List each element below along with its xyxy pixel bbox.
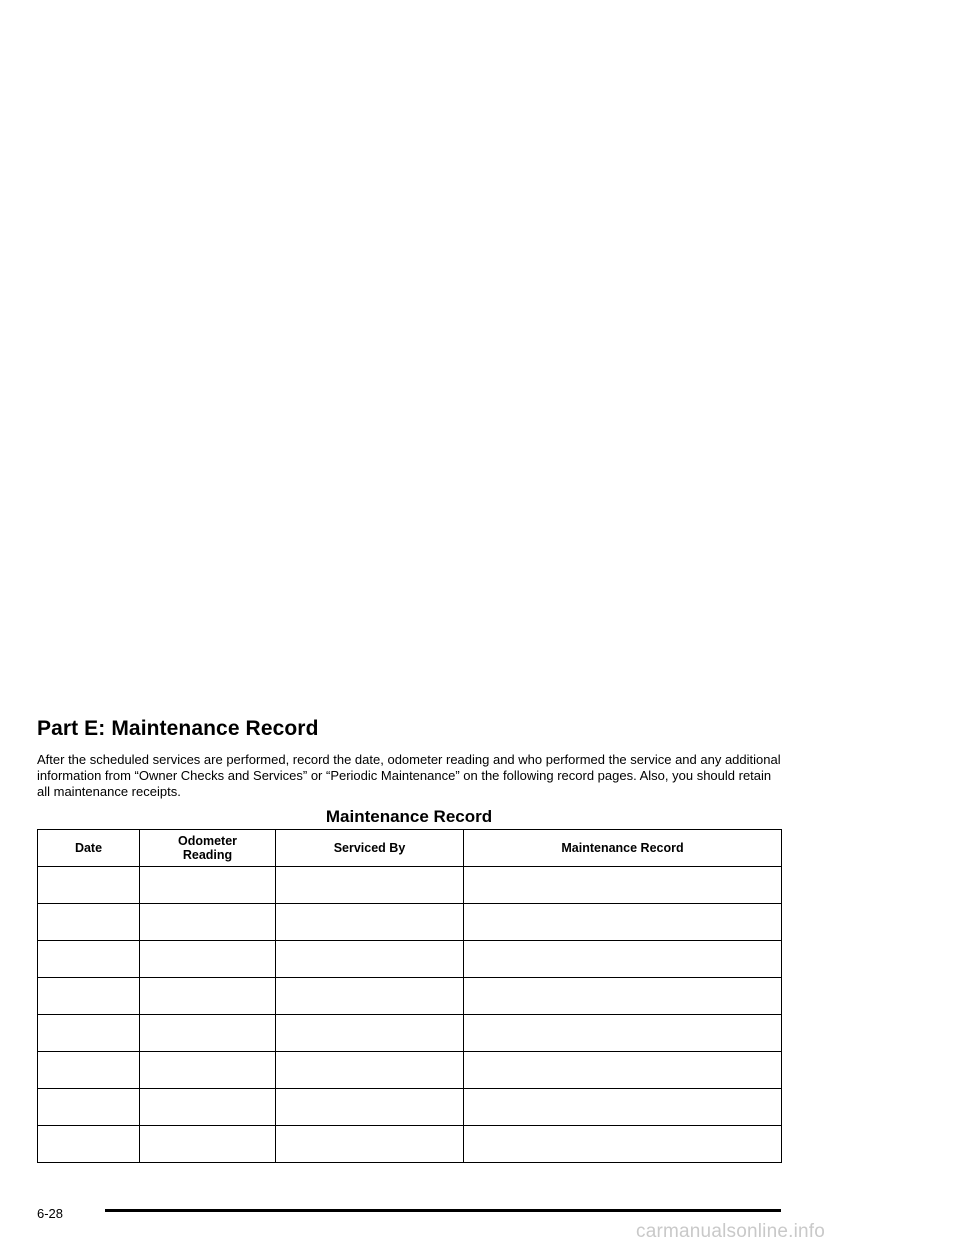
table-cell xyxy=(464,1089,782,1126)
table-title: Maintenance Record xyxy=(325,807,493,826)
table-cell xyxy=(38,941,140,978)
header-serviced-by: Serviced By xyxy=(276,830,464,867)
table-cell xyxy=(276,941,464,978)
header-maintenance-record: Maintenance Record xyxy=(464,830,782,867)
table-cell xyxy=(276,867,464,904)
table-cell xyxy=(38,1126,140,1163)
header-odometer-reading xyxy=(140,830,276,867)
section-title: Part E: Maintenance Record xyxy=(37,717,319,740)
table-cell xyxy=(276,978,464,1015)
table-row xyxy=(38,1052,782,1089)
table-cell xyxy=(276,904,464,941)
maintenance-record-table xyxy=(37,829,782,1163)
table-cell xyxy=(464,978,782,1015)
table-cell xyxy=(38,1015,140,1052)
table-cell xyxy=(464,1052,782,1089)
table-cell xyxy=(464,1126,782,1163)
table-header-row xyxy=(38,830,782,867)
header-odometer-reading-text: Odometer Reading xyxy=(177,834,238,862)
table-body xyxy=(38,867,782,1163)
table-cell xyxy=(464,867,782,904)
table-cell xyxy=(38,1052,140,1089)
table-cell xyxy=(140,978,276,1015)
table-cell xyxy=(276,1089,464,1126)
table-cell xyxy=(140,904,276,941)
table-cell xyxy=(38,978,140,1015)
manual-page xyxy=(37,0,781,1242)
table-row xyxy=(38,904,782,941)
table-cell xyxy=(276,1126,464,1163)
table-cell xyxy=(464,904,782,941)
table-cell xyxy=(38,1089,140,1126)
table-cell xyxy=(140,1126,276,1163)
table-cell xyxy=(140,1089,276,1126)
table-row xyxy=(38,1126,782,1163)
table-cell xyxy=(464,1015,782,1052)
header-date: Date xyxy=(38,830,140,867)
page-number: 6-28 xyxy=(37,1206,64,1221)
table-row xyxy=(38,1089,782,1126)
table-row xyxy=(38,1015,782,1052)
table-row xyxy=(38,978,782,1015)
table-cell xyxy=(140,1015,276,1052)
table-row xyxy=(38,941,782,978)
table-cell xyxy=(38,867,140,904)
table-cell xyxy=(38,904,140,941)
table-cell xyxy=(140,867,276,904)
table-cell xyxy=(276,1015,464,1052)
table-cell xyxy=(276,1052,464,1089)
table-row xyxy=(38,867,782,904)
table-cell xyxy=(140,941,276,978)
footer-rule xyxy=(105,1209,781,1212)
table-cell xyxy=(140,1052,276,1089)
watermark: carmanualsonline.info xyxy=(636,1221,826,1242)
table-cell xyxy=(464,941,782,978)
intro-paragraph: After the scheduled services are performed, record the date, odometer reading and who performed the service and any additional information from “Owner Checks and Services” or “Periodic Maintenance” on the following record pages. Also, you should retain all maintenance receipts. xyxy=(37,752,781,799)
